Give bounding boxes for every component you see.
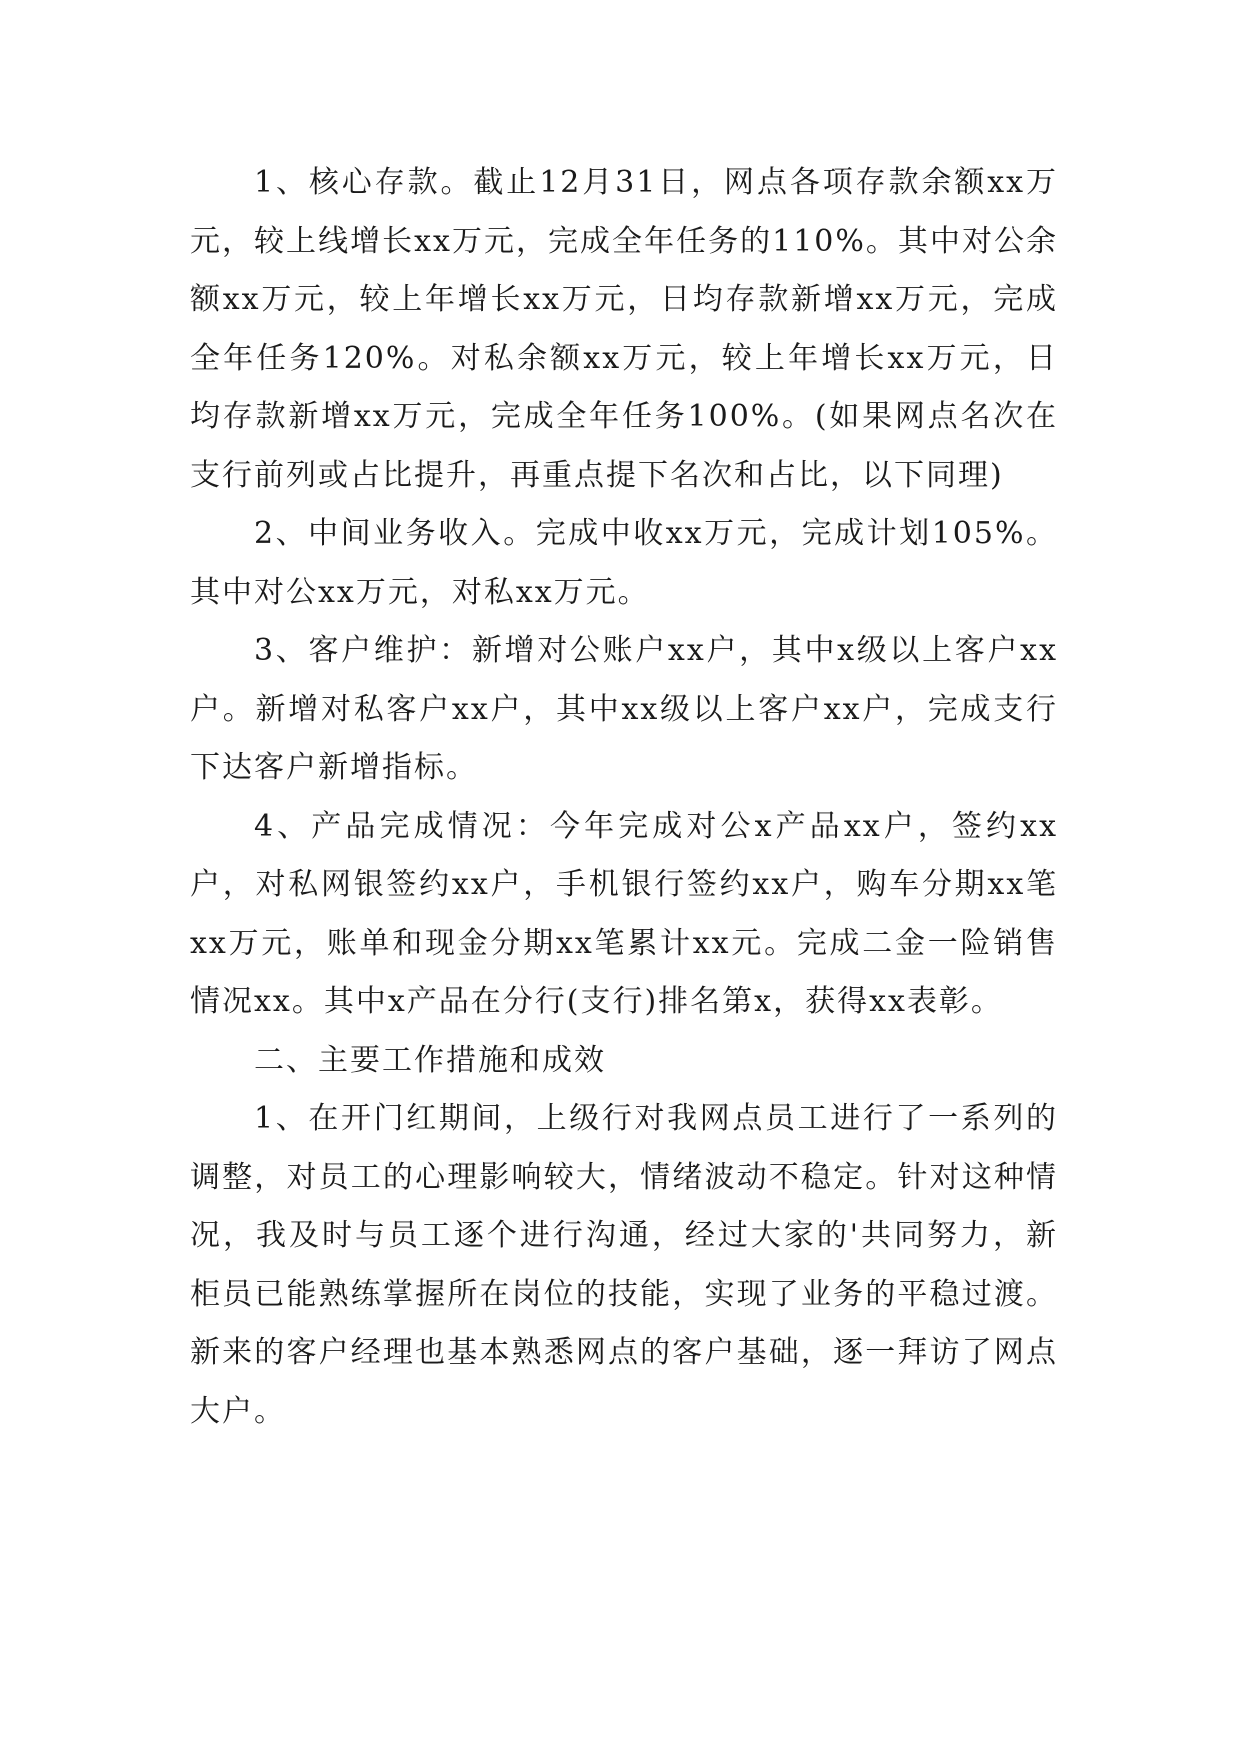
section-heading: 二、主要工作措施和成效 bbox=[254, 1042, 606, 1078]
paragraph-core-deposits: 1、核心存款。截止12月31日，网点各项存款余额xx万元，较上线增长xx万元，完成全年任务的110%。其中对公余额xx万元，较上年增长xx万元，日均存款新增xx万元，完成全年任务120%。对私余额xx万元，较上年增长xx万元，日均存款新增xx万元，完成全年任务100%。(如果网点名次在支行前列或占比提升，再重点提下名次和占比，以下同理) bbox=[190, 165, 1058, 493]
paragraph-intermediate-income: 2、中间业务收入。完成中收xx万元，完成计划105%。其中对公xx万元，对私xx万元。 bbox=[190, 516, 1058, 610]
paragraph-product-completion: 4、产品完成情况：今年完成对公x产品xx户，签约xx户，对私网银签约xx户，手机银行签约xx户，购车分期xx笔xx万元，账单和现金分期xx笔累计xx元。完成二金一险销售情况xx。其中x产品在分行(支行)排名第x，获得xx表彰。 bbox=[190, 808, 1058, 1019]
paragraph-customer-maintenance: 3、客户维护：新增对公账户xx户，其中x级以上客户xx户。新增对私客户xx户，其中xx级以上客户xx户，完成支行下达客户新增指标。 bbox=[190, 633, 1058, 785]
paragraph-measures: 1、在开门红期间，上级行对我网点员工进行了一系列的调整，对员工的心理影响较大，情绪波动不稳定。针对这种情况，我及时与员工逐个进行沟通，经过大家的'共同努力，新柜员已能熟练掌握所在岗位的技能，实现了业务的平稳过渡。新来的客户经理也基本熟悉网点的客户基础，逐一拜访了网点大户。 bbox=[190, 1101, 1058, 1429]
document-body bbox=[190, 154, 1058, 1441]
